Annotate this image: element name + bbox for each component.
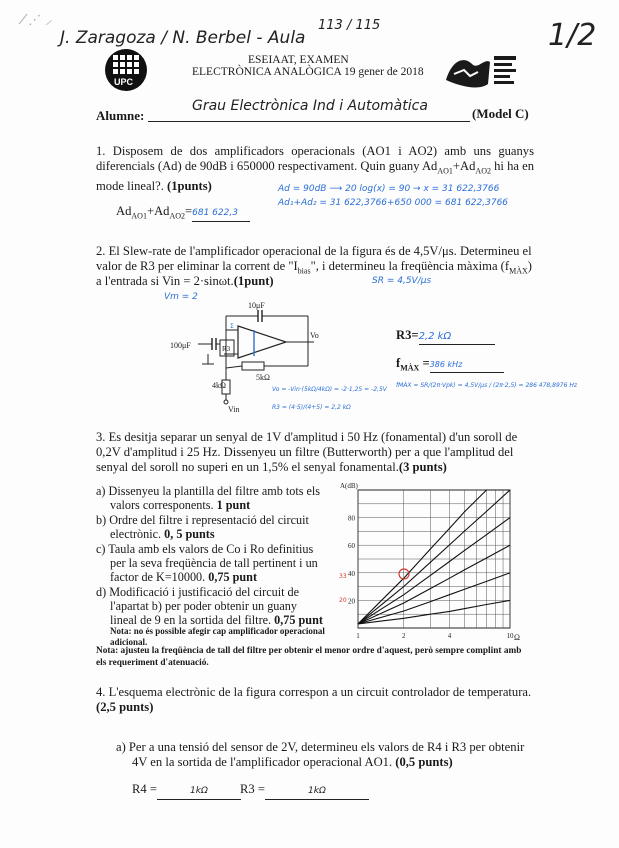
q3-item-b: b) Ordre del filtre i representació del circuit electrònic. 0, 5 punts (96, 513, 309, 541)
q2-work-r3: R3 = (4·5)/(4+5) = 2,2 kΩ (272, 404, 351, 411)
butterworth-attenuation-chart (338, 478, 524, 644)
scribble-marks: ⁄ ⋰ ⸝ (22, 13, 52, 28)
q2-vm-handwritten: Vm = 2 (164, 292, 198, 302)
chart-annotation-33: 33 (339, 573, 347, 580)
q2-r3-answer: R3=2,2 kΩ (396, 328, 495, 345)
eseiaat-logo (444, 50, 520, 94)
student-label: Alumne: (96, 108, 145, 123)
q2-text-line3: a l'entrada si Vin = 2·sinωt.(1punt) (96, 274, 274, 288)
q4-points: (2,5 punts) (96, 700, 154, 714)
q3-item-a: a) Dissenyeu la plantilla del filtre amb tots els valors corresponents. 1 punt (96, 484, 321, 512)
q3-nota-bottom: Nota: ajusteu la freqüència de tall del filtre per obtenir el menor ordre d'aquest, però sempre complint amb els requeriment d'atenuació. (96, 646, 522, 668)
q4-text-line1: 4. L'esquema electrònic de la figura correspon a un circuit controlador de temperatura. (96, 685, 532, 699)
circuit-vin-label: Vin (228, 405, 240, 412)
chart-ytick-label: 80 (348, 514, 355, 523)
chart-xtick-label: 10 (506, 632, 514, 640)
q2-text-line2: valor de R3 per eliminar la corrent de "$I_{bias}$", i determineu la freqüència màxima $(f_{MÀX})$ (96, 259, 532, 276)
q1-answer-value: 681 622,3 (192, 208, 238, 218)
q4-sub-a-line1: a) Per a una tensió del sensor de 2V, determineu els valors de R4 i R3 per obtenir (116, 740, 525, 754)
chart-series-n4 (358, 518, 510, 624)
q2-points: (1punt) (233, 274, 274, 288)
chart-ytick-label: 60 (348, 542, 355, 551)
q2-work-vo: Vo = -Vin·(5kΩ/4kΩ) = -2·1,25 = -2,5V (272, 386, 387, 393)
circuit-rfb-label: 5kΩ (256, 373, 270, 382)
chart-ytick-label: 20 (348, 597, 355, 606)
circuit-rin-label: 4kΩ (212, 381, 226, 390)
q4-r4-value: 1kΩ (190, 786, 208, 796)
exam-title: ELECTRÒNICA ANALÒGICA 19 gener de 2018 (192, 66, 424, 78)
chart-xtick-label: 4 (447, 632, 452, 640)
school-title: ESEIAAT, EXAMEN (248, 54, 349, 66)
q2-circuit-diagram (168, 296, 328, 412)
chart-xtick-label: 1 (356, 632, 360, 640)
circuit-cap-top-label: 10μF (248, 301, 265, 310)
upc-logo-text: UPC (114, 77, 134, 87)
circuit-cap-left-label: 100μF (170, 341, 191, 350)
q3-item-c: c) Taula amb els valors de Co i Ro definitius per la seva freqüència de tall pertinent i un factor de K=10000. 0,75 punt (96, 542, 318, 584)
student-names-handwritten: J. Zaragoza / N. Berbel - Aula (60, 28, 306, 48)
q3-text-line1: 3. Es desitja separar un senyal de 1V d'amplitud i 50 Hz (fonamental) d'un soroll de (96, 430, 518, 444)
student-name-line (148, 121, 470, 122)
chart-annotation-20: 20 (339, 597, 347, 604)
q4-r4-answer: R4 = 1kΩ (132, 782, 241, 800)
q3-nota-small: Nota: no és possible afegir cap amplificador operacional adicional. (110, 626, 325, 647)
model-label: (Model C) (472, 106, 529, 121)
circuit-sum-mark: Σ (230, 323, 234, 330)
q2-text-line1: 2. El Slew-rate de l'amplificador operacional de la figura és de 4,5V/μs. Determineu el (96, 244, 532, 258)
q1-text: 1. Disposem de dos amplificadors operacionals (AO1 i AO2) amb uns guanys diferencials (Ad) de 90dB i 650000 respectivament. Quin guany $Ad_{AO1}+Ad_{AO2}$ hi ha en mode lineal?. (1punts) (96, 144, 534, 193)
q2-slew-handwritten: SR = 4,5V/μs (372, 276, 432, 286)
q1-work-line1: Ad = 90dB ⟶ 20 log(x) = 90 → x = 31 622,3766 (278, 184, 500, 194)
q2-r3-value: 2,2 kΩ (418, 331, 452, 342)
chart-series-n5 (358, 490, 510, 624)
q4-sub-a-points: (0,5 punts) (395, 755, 453, 769)
circuit-vo-label: Vo (310, 331, 319, 340)
page-marker-handwritten: 1/2 (548, 18, 597, 53)
q3-points: (3 punts) (398, 460, 447, 474)
chart-xtick-label: 2 (402, 632, 406, 640)
q3-item-d: d) Modificació i justificació del circuit de l'apartat b) per poder obtenir un guany lineal de 9 en la sortida del filtre. 0,75 punt (96, 585, 323, 627)
q1-answer: $Ad_{AO1}+Ad_{AO2}=681$ 622,3 (116, 204, 250, 224)
q4-r3-value: 1kΩ (308, 786, 326, 796)
q1-work-line2: Ad₁+Ad₂ = 31 622,3766+650 000 = 681 622,3766 (278, 198, 509, 208)
chart-xlabel: Ω (514, 633, 520, 642)
chart-series-n1 (358, 600, 510, 624)
q3-text-line3: senyal del soroll no superi en un 1,5% el senyal fonamental.(3 punts) (96, 460, 447, 474)
chart-series-n3 (358, 545, 510, 624)
degree-handwritten: Grau Electrònica Ind i Automàtica (192, 98, 428, 114)
q1-points: (1punts) (167, 178, 212, 193)
upc-logo (104, 48, 148, 92)
chart-ylabel: A(dB) (340, 482, 358, 490)
chart-ytick-label: 40 (348, 569, 355, 578)
q2-work-fmax: fMÀX = SR/(2π·Vpk) = 4,5V/μs / (2π·2,5) = 286 478,8976 Hz (396, 382, 577, 389)
q2-fmax-value: 386 kHz (429, 360, 463, 369)
circuit-r3-label: R3 (222, 345, 231, 353)
q2-fmax-answer: $f_{MÀX} =386$ kHz (396, 356, 504, 376)
chart-series-n2 (358, 573, 510, 624)
q3-text-line2: 0,2V d'amplitud i 25 Hz. Dissenyeu un filtre (Butterworth) per a que l'amplitud del (96, 445, 514, 459)
q4-r3-answer: R3 = 1kΩ (240, 782, 369, 800)
aula-number-handwritten: 113 / 115 (318, 18, 381, 33)
q4-sub-a-line2: 4V en la sortida de l'amplificador operacional AO1. (0,5 punts) (132, 755, 453, 769)
